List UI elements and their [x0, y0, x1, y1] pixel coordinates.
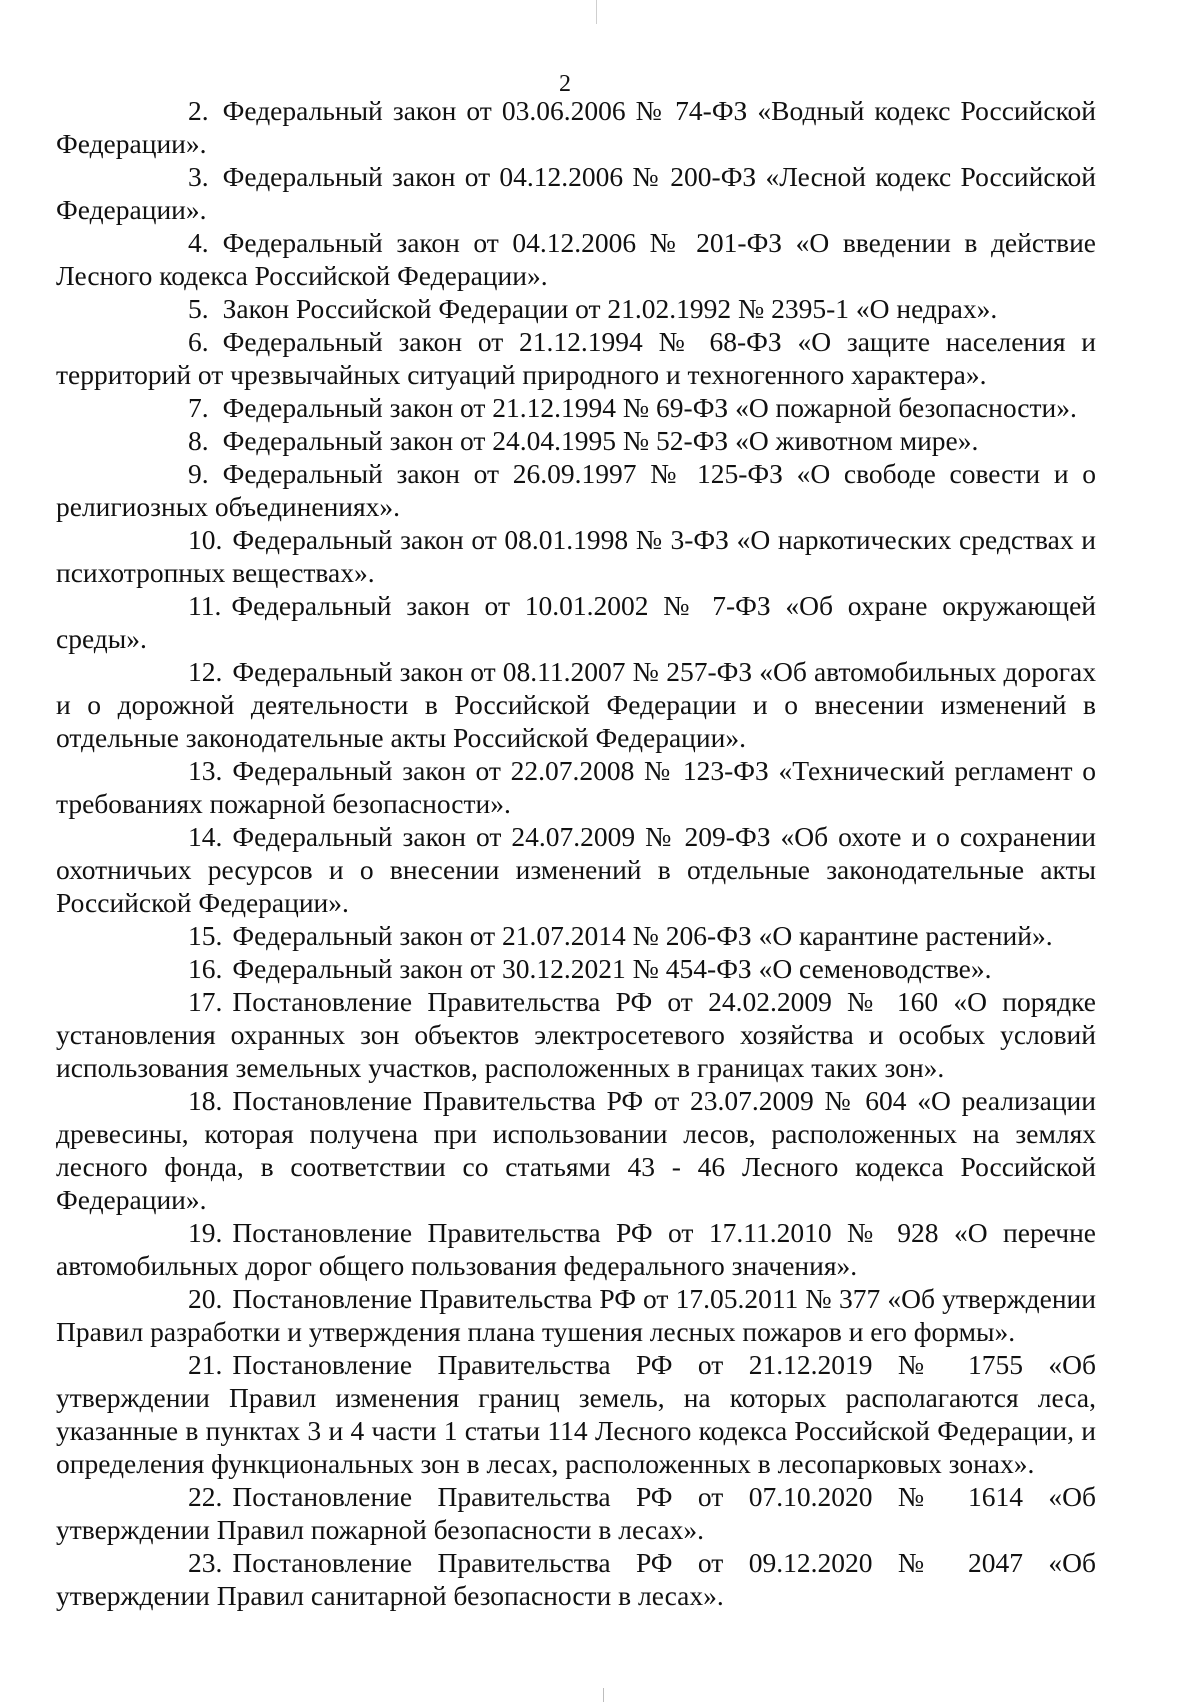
- item-text: Федеральный закон от 03.06.2006 № 74-ФЗ «Водный кодекс Российской Федерации».: [56, 95, 1096, 159]
- item-number: 10.: [188, 524, 223, 555]
- item-text: Федеральный закон от 24.07.2009 № 209-ФЗ «Об охоте и о сохранении охотничьих ресурсов и о внесении изменений в отдельные законодательные акты Российской Федерации».: [56, 821, 1096, 918]
- item-number: 19.: [188, 1217, 223, 1248]
- item-number: 15.: [188, 920, 223, 951]
- item-text: Федеральный закон от 04.12.2006 № 201-ФЗ «О введении в действие Лесного кодекса Российской Федерации».: [56, 227, 1096, 291]
- list-item: [56, 391, 1096, 424]
- item-text: Федеральный закон от 21.12.1994 № 69-ФЗ «О пожарной безопасности».: [222, 392, 1077, 423]
- list-item: [56, 160, 1096, 226]
- item-number: 13.: [188, 755, 223, 786]
- list-item: [56, 226, 1096, 292]
- list-item: [56, 952, 1096, 985]
- list-item: [56, 292, 1096, 325]
- item-text: Федеральный закон от 26.09.1997 № 125-ФЗ «О свободе совести и о религиозных объединениях».: [56, 458, 1096, 522]
- list-item: [56, 589, 1096, 655]
- item-number: 4.: [188, 227, 209, 258]
- scan-mark-top: [596, 0, 597, 24]
- list-item: [56, 325, 1096, 391]
- list-item: [56, 1216, 1096, 1282]
- item-text: Постановление Правительства РФ от 09.12.2020 № 2047 «Об утверждении Правил санитарной безопасности в лесах».: [56, 1547, 1096, 1611]
- list-item: [56, 1348, 1096, 1480]
- list-item: [56, 655, 1096, 754]
- item-number: 18.: [188, 1085, 223, 1116]
- legal-acts-list: [56, 94, 1096, 1612]
- item-text: Федеральный закон от 08.11.2007 № 257-ФЗ «Об автомобильных дорогах и о дорожной деятельности в Российской Федерации и о внесении изменений в отдельные законодательные акты Российской Федерации».: [56, 656, 1096, 753]
- item-number: 11.: [188, 590, 222, 621]
- item-text: Постановление Правительства РФ от 21.12.2019 № 1755 «Об утверждении Правил изменения границ земель, на которых располагаются леса, указанные в пунктах 3 и 4 части 1 статьи 114 Лесного кодекса Российской Федерации, и определения функциональных зон в лесах, расположенных в лесопарковых зонах».: [56, 1349, 1096, 1479]
- item-text: Федеральный закон от 21.07.2014 № 206-ФЗ «О карантине растений».: [232, 920, 1053, 951]
- item-text: Федеральный закон от 24.04.1995 № 52-ФЗ «О животном мире».: [222, 425, 979, 456]
- list-item: [56, 754, 1096, 820]
- list-item: [56, 424, 1096, 457]
- item-number: 14.: [188, 821, 223, 852]
- item-number: 2.: [188, 95, 209, 126]
- item-number: 7.: [188, 392, 209, 423]
- list-item: [56, 1480, 1096, 1546]
- item-text: Федеральный закон от 30.12.2021 № 454-ФЗ «О семеноводстве».: [232, 953, 992, 984]
- list-item: [56, 94, 1096, 160]
- item-number: 17.: [188, 986, 223, 1017]
- item-number: 9.: [188, 458, 209, 489]
- item-number: 12.: [188, 656, 223, 687]
- item-number: 5.: [188, 293, 209, 324]
- item-text: Постановление Правительства РФ от 17.05.2011 № 377 «Об утверждении Правил разработки и утверждения плана тушения лесных пожаров и его формы».: [56, 1283, 1096, 1347]
- item-text: Закон Российской Федерации от 21.02.1992 № 2395-1 «О недрах».: [222, 293, 998, 324]
- list-item: [56, 1546, 1096, 1612]
- item-number: 20.: [188, 1283, 223, 1314]
- item-text: Постановление Правительства РФ от 07.10.2020 № 1614 «Об утверждении Правил пожарной безопасности в лесах».: [56, 1481, 1096, 1545]
- item-text: Федеральный закон от 22.07.2008 № 123-ФЗ «Технический регламент о требованиях пожарной безопасности».: [56, 755, 1096, 819]
- list-item: [56, 457, 1096, 523]
- item-text: Федеральный закон от 10.01.2002 № 7-ФЗ «Об охране окружающей среды».: [56, 590, 1096, 654]
- item-number: 3.: [188, 161, 209, 192]
- list-item: [56, 985, 1096, 1084]
- list-item: [56, 523, 1096, 589]
- page-number: 2: [559, 71, 571, 97]
- list-item: [56, 919, 1096, 952]
- item-number: 22.: [188, 1481, 223, 1512]
- item-text: Постановление Правительства РФ от 24.02.2009 № 160 «О порядке установления охранных зон объектов электросетевого хозяйства и особых условий использования земельных участков, расположенных в границах таких зон».: [56, 986, 1096, 1083]
- item-number: 23.: [188, 1547, 223, 1578]
- item-text: Федеральный закон от 21.12.1994 № 68-ФЗ «О защите населения и территорий от чрезвычайных ситуаций природного и техногенного характера».: [56, 326, 1096, 390]
- list-item: [56, 820, 1096, 919]
- item-text: Федеральный закон от 04.12.2006 № 200-ФЗ «Лесной кодекс Российской Федерации».: [56, 161, 1096, 225]
- item-number: 6.: [188, 326, 209, 357]
- item-text: Постановление Правительства РФ от 23.07.2009 № 604 «О реализации древесины, которая получена при использовании лесов, расположенных на землях лесного фонда, в соответствии со статьями 43 - 46 Лесного кодекса Российской Федерации».: [56, 1085, 1096, 1215]
- list-item: [56, 1084, 1096, 1216]
- item-text: Федеральный закон от 08.01.1998 № 3-ФЗ «О наркотических средствах и психотропных веществах».: [56, 524, 1096, 588]
- item-number: 8.: [188, 425, 209, 456]
- item-number: 21.: [188, 1349, 223, 1380]
- item-number: 16.: [188, 953, 223, 984]
- item-text: Постановление Правительства РФ от 17.11.2010 № 928 «О перечне автомобильных дорог общего пользования федерального значения».: [56, 1217, 1096, 1281]
- list-item: [56, 1282, 1096, 1348]
- scan-mark-bottom: [603, 1688, 604, 1702]
